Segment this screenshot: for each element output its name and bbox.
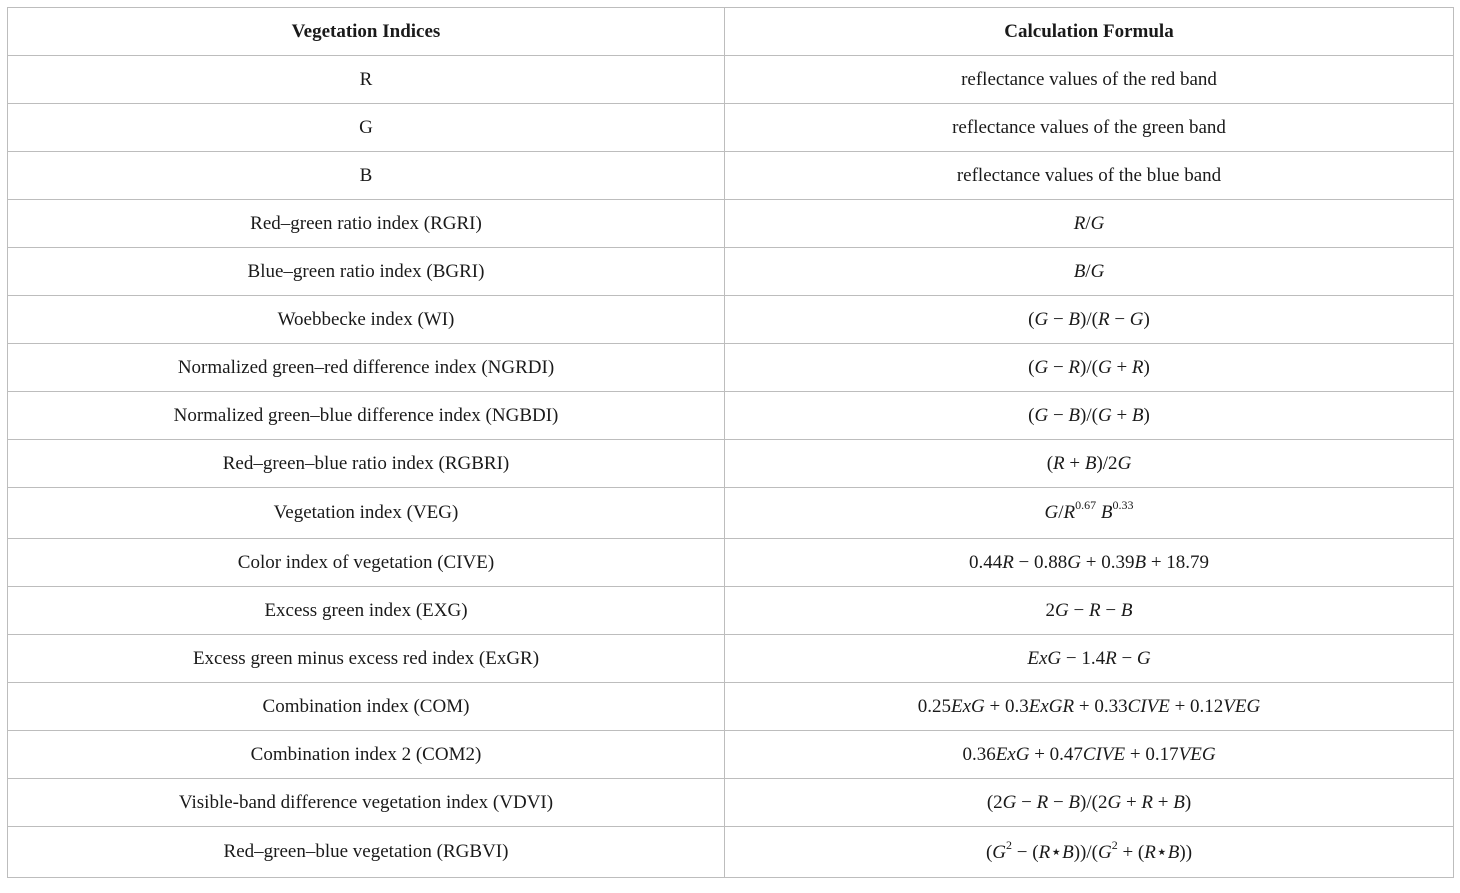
index-name: Blue–green ratio index (BGRI) xyxy=(8,248,725,296)
formula: (G − B)/(G + B) xyxy=(725,392,1454,440)
table-header-row xyxy=(8,8,1454,56)
index-name: B xyxy=(8,152,725,200)
table-row xyxy=(8,731,1454,779)
formula: (2G − R − B)/(2G + R + B) xyxy=(725,779,1454,827)
vegetation-indices-table xyxy=(7,7,1454,878)
formula: B/G xyxy=(725,248,1454,296)
formula: 0.44R − 0.88G + 0.39B + 18.79 xyxy=(725,539,1454,587)
index-name: Color index of vegetation (CIVE) xyxy=(8,539,725,587)
table-row xyxy=(8,488,1454,539)
table-row xyxy=(8,104,1454,152)
formula: ExG − 1.4R − G xyxy=(725,635,1454,683)
table-row xyxy=(8,344,1454,392)
index-name: Woebbecke index (WI) xyxy=(8,296,725,344)
index-name: G xyxy=(8,104,725,152)
table-row xyxy=(8,56,1454,104)
header-vegetation-indices: Vegetation Indices xyxy=(8,8,725,56)
index-name: Excess green minus excess red index (ExGR) xyxy=(8,635,725,683)
index-name: Normalized green–blue difference index (NGBDI) xyxy=(8,392,725,440)
table-row xyxy=(8,440,1454,488)
formula: (G − B)/(R − G) xyxy=(725,296,1454,344)
index-name: Excess green index (EXG) xyxy=(8,587,725,635)
index-name: Red–green–blue vegetation (RGBVI) xyxy=(8,827,725,878)
table-row xyxy=(8,683,1454,731)
table-row xyxy=(8,296,1454,344)
formula: $G/R^{0.67}$ $B^{0.33}$ xyxy=(725,488,1454,539)
table-row xyxy=(8,200,1454,248)
index-name: Red–green–blue ratio index (RGBRI) xyxy=(8,440,725,488)
table-row xyxy=(8,152,1454,200)
index-name: Combination index 2 (COM2) xyxy=(8,731,725,779)
table-row xyxy=(8,635,1454,683)
index-name: Red–green ratio index (RGRI) xyxy=(8,200,725,248)
formula: (G − R)/(G + R) xyxy=(725,344,1454,392)
formula: (R + B)/2G xyxy=(725,440,1454,488)
formula: 2G − R − B xyxy=(725,587,1454,635)
formula: 0.36ExG + 0.47CIVE + 0.17VEG xyxy=(725,731,1454,779)
index-name: Vegetation index (VEG) xyxy=(8,488,725,539)
table-row xyxy=(8,779,1454,827)
table-row xyxy=(8,392,1454,440)
formula: ($G^2$ − $(R⋆B))/(G^2$ + (R⋆B)) xyxy=(725,827,1454,878)
index-name: Visible-band difference vegetation index (VDVI) xyxy=(8,779,725,827)
index-name: Combination index (COM) xyxy=(8,683,725,731)
formula: reflectance values of the blue band xyxy=(725,152,1454,200)
index-name: Normalized green–red difference index (NGRDI) xyxy=(8,344,725,392)
index-name: R xyxy=(8,56,725,104)
formula: reflectance values of the green band xyxy=(725,104,1454,152)
table-row xyxy=(8,587,1454,635)
formula: R/G xyxy=(725,200,1454,248)
formula: 0.25ExG + 0.3ExGR + 0.33CIVE + 0.12VEG xyxy=(725,683,1454,731)
table-row xyxy=(8,248,1454,296)
formula: reflectance values of the red band xyxy=(725,56,1454,104)
table-row xyxy=(8,539,1454,587)
header-calculation-formula: Calculation Formula xyxy=(725,8,1454,56)
table-row xyxy=(8,827,1454,878)
